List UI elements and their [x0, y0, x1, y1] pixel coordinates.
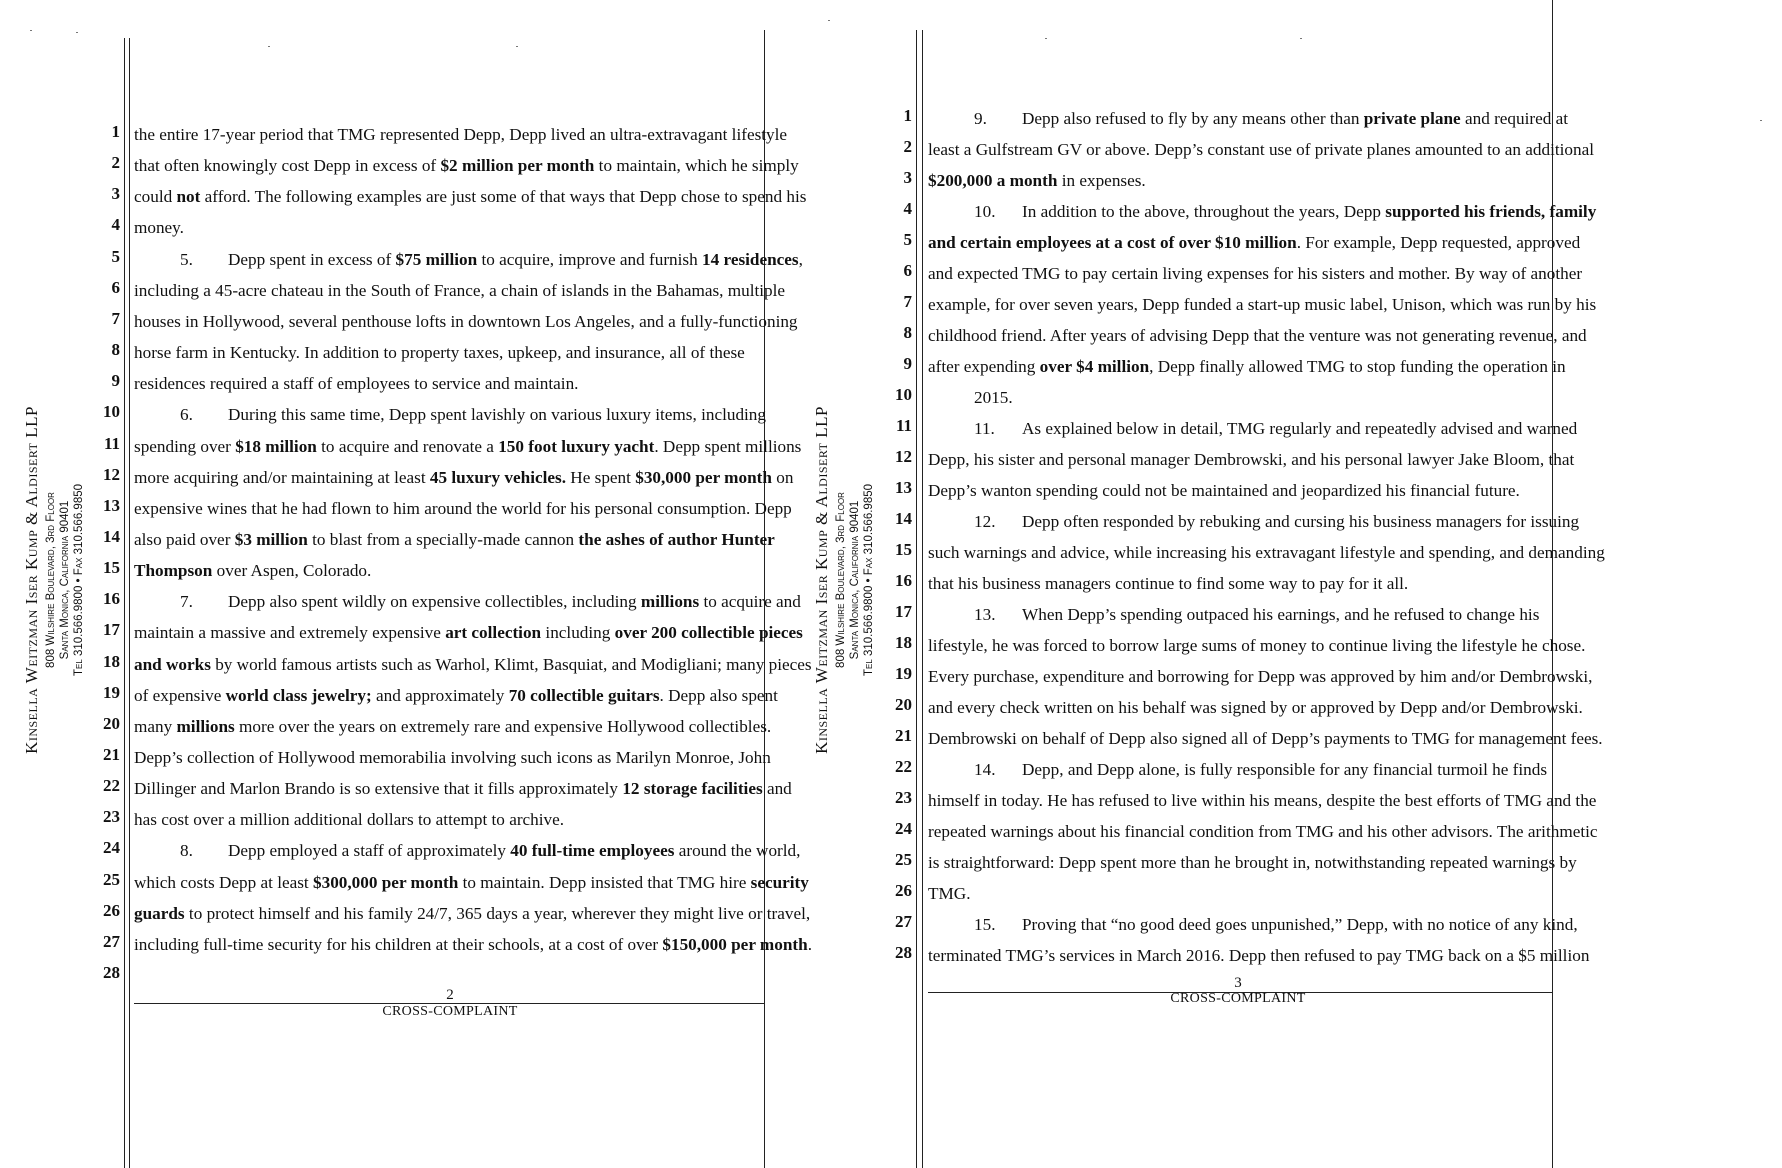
- emphasized-text: $300,000 per month: [313, 872, 459, 892]
- text-line: [928, 604, 1539, 626]
- text-segment: TMG.: [928, 884, 971, 903]
- text-line: [134, 373, 578, 395]
- emphasized-text: art collection: [445, 623, 542, 643]
- text-line: [928, 325, 1587, 347]
- text-line: [928, 635, 1585, 657]
- emphasized-text: 12 storage facilities: [622, 779, 763, 799]
- text-segment: . Depp spent millions: [654, 436, 802, 456]
- text-segment: Depp’s collection of Hollywood memorabilia involving such icons as Marilyn Monroe, John: [134, 748, 771, 767]
- line-number: 12: [895, 447, 912, 466]
- line-number: 6: [111, 277, 120, 297]
- text-segment: Depp’s wanton spending could not be maintained and jeopardized his financial future.: [928, 481, 1520, 500]
- emphasized-text: $3 million: [234, 529, 308, 549]
- emphasized-text: millions: [640, 592, 700, 612]
- text-segment: to acquire, improve and furnish: [477, 249, 703, 269]
- line-number: 7: [111, 308, 120, 328]
- page-number: 2: [446, 987, 454, 1003]
- line-number: 4: [111, 215, 120, 235]
- line-number: 9: [903, 354, 912, 373]
- line-number: 1: [903, 106, 912, 125]
- text-line: [928, 542, 1605, 564]
- text-line: [134, 404, 766, 426]
- footer-title: CROSS-COMPLAINT: [382, 1004, 518, 1019]
- text-line: [134, 186, 806, 208]
- text-segment: repeated warnings about his financial condition from TMG and his other advisors. The arithmetic: [928, 822, 1598, 841]
- text-segment: houses in Hollywood, several penthouse lofts in downtown Los Angeles, and a fully-functioning: [134, 311, 798, 331]
- line-number: 17: [103, 620, 120, 640]
- line-number: 11: [103, 433, 120, 453]
- line-number: 4: [903, 199, 912, 218]
- text-line: [134, 311, 798, 333]
- text-line: [134, 560, 371, 582]
- line-number: 9: [111, 371, 120, 391]
- text-segment: and expected TMG to pay certain living expenses for his sisters and mother. By way of another: [928, 264, 1583, 283]
- text-segment: As explained below in detail, TMG regularly and repeatedly advised and warned: [1022, 419, 1578, 438]
- line-number: 15: [895, 540, 912, 559]
- line-number: 15: [103, 558, 120, 578]
- text-line: [928, 790, 1596, 812]
- text-segment: on: [771, 467, 794, 487]
- text-line: [928, 945, 1589, 967]
- text-segment: ,: [798, 249, 803, 269]
- firm-name: Kinsella Weitzman Iser Kump & Aldisert LLP: [22, 406, 41, 754]
- line-number: 3: [111, 184, 120, 204]
- text-line: [928, 449, 1574, 471]
- line-number: 21: [103, 745, 120, 764]
- text-line: [928, 914, 1578, 936]
- line-number: 13: [895, 478, 912, 497]
- text-segment: Depp, and Depp alone, is fully responsible for any financial turmoil he finds: [1022, 760, 1548, 779]
- emphasized-text: $30,000 per month: [635, 467, 772, 487]
- text-segment: and: [762, 779, 792, 799]
- paragraph-number: 5.: [180, 249, 193, 269]
- emphasized-text: over 200 collectible pieces: [614, 623, 803, 643]
- firm-address-1: 808 Wilshire Boulevard, 3rd Floor: [835, 492, 847, 668]
- paragraph-number: 2015.: [974, 388, 1013, 407]
- line-number: 25: [895, 850, 912, 869]
- firm-address-2: Santa Monica, California 90401: [59, 500, 71, 660]
- paragraph-number: 15.: [974, 915, 996, 934]
- line-number: 19: [895, 664, 912, 683]
- line-number: 22: [895, 757, 912, 776]
- margin-rule: [922, 30, 923, 1168]
- text-segment: could: [134, 187, 177, 207]
- firm-address-2: Santa Monica, California 90401: [849, 500, 861, 660]
- paragraph-number: 13.: [974, 605, 996, 624]
- text-segment: money.: [134, 218, 184, 238]
- text-segment: Depp also refused to fly by any means other than: [1022, 109, 1364, 128]
- text-segment: .: [807, 934, 812, 954]
- text-segment: residences required a staff of employees to service and maintain.: [134, 374, 579, 394]
- text-segment: of expensive: [134, 685, 226, 705]
- line-number: 22: [103, 776, 120, 796]
- text-line: [928, 728, 1603, 750]
- paragraph-number: 14.: [974, 760, 996, 779]
- emphasized-text: supported his friends, family: [1385, 202, 1597, 221]
- paragraph-number: 9.: [974, 109, 987, 128]
- text-segment: , Depp finally allowed TMG to stop funding the operation in: [1149, 357, 1566, 376]
- text-line: [928, 573, 1408, 595]
- text-line: [134, 529, 775, 551]
- text-line: [134, 217, 184, 239]
- footer-title: CROSS-COMPLAINT: [1170, 991, 1306, 1006]
- line-number: 24: [895, 819, 912, 838]
- text-line: [928, 511, 1579, 533]
- text-segment: by world famous artists such as Warhol, Klimt, Basquiat, and Modigliani; many pieces: [210, 654, 812, 674]
- line-number: 16: [895, 571, 912, 590]
- line-number: 2: [111, 153, 120, 173]
- text-line: [928, 759, 1547, 781]
- text-segment: in expenses.: [1057, 171, 1146, 190]
- line-number: 3: [903, 168, 912, 187]
- line-number: 27: [103, 931, 120, 951]
- emphasized-text: $2 million per month: [440, 156, 595, 176]
- text-segment: and required at: [1460, 109, 1569, 128]
- margin-rule: [1552, 0, 1553, 1168]
- text-segment: . For example, Depp requested, approved: [1296, 233, 1581, 252]
- line-number: 1: [111, 122, 120, 141]
- firm-address-1: 808 Wilshire Boulevard, 3rd Floor: [45, 492, 57, 668]
- text-line: [134, 622, 803, 644]
- text-segment: has cost over a million additional dollars to attempt to archive.: [134, 810, 565, 830]
- text-segment: least a Gulfstream GV or above. Depp’s constant use of private planes amounted to an additional: [928, 140, 1594, 159]
- line-number: 24: [103, 838, 120, 858]
- line-number: 8: [903, 323, 912, 342]
- emphasized-text: 70 collectible guitars: [508, 685, 660, 705]
- line-number: 21: [895, 726, 912, 745]
- text-line: [928, 263, 1582, 285]
- line-number: 5: [111, 246, 120, 266]
- margin-rule: [124, 38, 125, 1168]
- paragraph-number: 10.: [974, 202, 996, 221]
- text-segment: Depp spent in excess of: [228, 249, 396, 269]
- line-number: 18: [103, 651, 120, 671]
- emphasized-text: 150 foot luxury yacht: [498, 436, 655, 456]
- paragraph-number: 8.: [180, 841, 193, 861]
- margin-rule: [916, 30, 917, 1168]
- firm-sidebar: [794, 395, 894, 765]
- paragraph-number: 11.: [974, 419, 995, 438]
- text-segment: Depp employed a staff of approximately: [228, 841, 511, 861]
- text-segment: He spent: [566, 467, 636, 487]
- text-segment: the entire 17-year period that TMG represented Depp, Depp lived an ultra-extravagant lifestyle: [134, 125, 788, 144]
- text-line: [134, 778, 792, 800]
- line-number: 26: [895, 881, 912, 900]
- line-number: 14: [103, 526, 120, 546]
- emphasized-text: world class jewelry;: [225, 685, 372, 705]
- text-segment: expensive wines that he had flown to him around the world for his personal consumption. Depp: [134, 498, 792, 518]
- emphasized-text: 45 luxury vehicles.: [429, 467, 566, 487]
- text-line: [134, 467, 793, 489]
- text-segment: example, for over seven years, Depp funded a start-up music label, Unison, which was run by his: [928, 295, 1597, 314]
- text-line: [928, 852, 1577, 874]
- text-segment: including a 45-acre chateau in the South of France, a chain of islands in the Bahamas, multiple: [134, 280, 786, 300]
- emphasized-text: $75 million: [395, 249, 478, 269]
- firm-name: Kinsella Weitzman Iser Kump & Aldisert LLP: [812, 406, 831, 754]
- text-segment: to protect himself and his family 24/7, 365 days a year, wherever they might live or travel,: [184, 903, 811, 923]
- text-segment: more acquiring and/or maintaining at least: [134, 467, 430, 487]
- text-segment: . Depp also spent: [659, 685, 778, 705]
- text-segment: Proving that “no good deed goes unpunished,” Depp, with no notice of any kind,: [1022, 915, 1578, 934]
- text-segment: is straightforward: Depp spent more than he brought in, notwithstanding repeated warnings by: [928, 853, 1577, 872]
- emphasized-text: 14 residences: [702, 249, 799, 269]
- text-line: [134, 654, 812, 676]
- text-segment: spending over: [134, 436, 236, 456]
- line-number: 2: [903, 137, 912, 156]
- text-segment: Every purchase, expenditure and borrowing for Depp was approved by him and/or Dembrowski,: [928, 667, 1593, 686]
- text-segment: childhood friend. After years of advising Depp that the venture was not generating revenue, and: [928, 326, 1587, 345]
- text-segment: Depp, his sister and personal manager Dembrowski, and his personal lawyer Jake Bloom, that: [928, 450, 1575, 469]
- text-line: [928, 294, 1596, 316]
- text-segment: over Aspen, Colorado.: [212, 561, 372, 581]
- text-line: [928, 821, 1598, 843]
- text-line: [928, 201, 1596, 223]
- text-line: [134, 124, 787, 146]
- text-segment: that often knowingly cost Depp in excess of: [134, 156, 441, 176]
- text-segment: also paid over: [134, 529, 235, 549]
- text-segment: Depp also spent wildly on expensive collectibles, including: [228, 592, 641, 612]
- text-line: [928, 387, 1022, 409]
- line-number: 12: [103, 464, 120, 484]
- line-number: 5: [903, 230, 912, 249]
- text-line: [928, 697, 1583, 719]
- text-segment: horse farm in Kentucky. In addition to property taxes, upkeep, and insurance, all of these: [134, 343, 745, 363]
- text-segment: and every check written on his behalf was signed by or approved by Depp and/or Dembrowski.: [928, 698, 1583, 717]
- text-line: [134, 716, 771, 738]
- margin-rule: [129, 38, 130, 1168]
- line-number: 20: [895, 695, 912, 714]
- emphasized-text: security: [750, 872, 809, 892]
- text-segment: During this same time, Depp spent lavishly on various luxury items, including: [228, 405, 766, 425]
- text-line: [134, 249, 803, 271]
- text-line: [134, 155, 799, 177]
- line-number: 17: [895, 602, 912, 621]
- text-line: [928, 232, 1580, 254]
- emphasized-text: over $4 million: [1039, 357, 1150, 376]
- emphasized-text: not: [176, 187, 201, 207]
- line-number: 18: [895, 633, 912, 652]
- line-number: 19: [103, 682, 120, 702]
- paragraph-number: 6.: [180, 405, 193, 425]
- emphasized-text: $200,000 a month: [928, 171, 1058, 190]
- text-segment: to maintain, which he simply: [594, 156, 799, 176]
- line-number: 13: [103, 495, 120, 515]
- text-line: [928, 139, 1594, 161]
- text-segment: Dembrowski on behalf of Depp also signed all of Depp’s payments to TMG for management fees.: [928, 729, 1603, 748]
- line-number: 26: [103, 900, 120, 920]
- line-number: 23: [895, 788, 912, 807]
- line-number: 6: [903, 261, 912, 280]
- emphasized-text: and works: [134, 654, 211, 674]
- text-segment: afford. The following examples are just some of that ways that Depp chose to spend his: [200, 187, 807, 207]
- line-number: 8: [111, 340, 120, 360]
- emphasized-text: 40 full-time employees: [510, 841, 675, 861]
- text-line: [134, 685, 778, 707]
- text-segment: to maintain. Depp insisted that TMG hire: [458, 872, 751, 892]
- line-number: 11: [895, 416, 912, 435]
- text-line: [134, 809, 564, 831]
- line-number: 28: [103, 963, 120, 983]
- text-line: [928, 883, 971, 905]
- text-segment: to blast from a specially-made cannon: [307, 529, 579, 549]
- emphasized-text: guards: [134, 903, 185, 923]
- emphasized-text: $18 million: [235, 436, 317, 456]
- text-segment: lifestyle, he was forced to borrow large sums of money to continue living the lifestyle he chose.: [928, 636, 1586, 655]
- text-line: [134, 934, 812, 956]
- line-number: 16: [103, 589, 120, 609]
- text-segment: to acquire and: [699, 592, 801, 612]
- text-segment: that his business managers continue to find some way to pay for it all.: [928, 574, 1409, 593]
- text-line: [928, 170, 1146, 192]
- text-segment: When Depp’s spending outpaced his earnings, and he refused to change his: [1022, 605, 1540, 624]
- text-segment: after expending: [928, 357, 1040, 376]
- line-number: 20: [103, 713, 120, 733]
- text-line: [134, 591, 801, 613]
- text-segment: Depp often responded by rebuking and cursing his business managers for issuing: [1022, 512, 1580, 531]
- text-line: [134, 903, 810, 925]
- text-segment: maintain a massive and extremely expensive: [134, 623, 446, 643]
- text-segment: many: [134, 716, 177, 736]
- line-number: 14: [895, 509, 912, 528]
- emphasized-text: Thompson: [134, 561, 213, 581]
- firm-address-3: Tel 310.566.9800 • Fax 310.566.9850: [863, 483, 875, 677]
- emphasized-text: the ashes of author Hunter: [578, 529, 775, 549]
- left-page: [0, 0, 880, 1168]
- text-line: [928, 356, 1566, 378]
- text-segment: Dillinger and Marlon Brando is so extensive that it fills approximately: [134, 779, 623, 799]
- text-segment: In addition to the above, throughout the years, Depp: [1022, 202, 1386, 221]
- line-number: 10: [895, 385, 912, 404]
- text-segment: including: [541, 623, 615, 643]
- emphasized-text: and certain employees at a cost of over $10 million: [928, 233, 1297, 252]
- text-segment: terminated TMG’s services in March 2016. Depp then refused to pay TMG back on a $5 million: [928, 946, 1590, 965]
- text-segment: more over the years on extremely rare and expensive Hollywood collectibles.: [234, 716, 772, 736]
- text-line: [134, 280, 785, 302]
- text-line: [928, 666, 1592, 688]
- paragraph-number: 7.: [180, 592, 193, 612]
- text-segment: including full-time security for his children at their schools, at a cost of over: [134, 934, 663, 954]
- text-segment: such warnings and advice, while increasing his extravagant lifestyle and spending, and demanding: [928, 543, 1605, 562]
- text-line: [134, 342, 745, 364]
- text-line: [134, 747, 771, 769]
- paragraph-number: 12.: [974, 512, 996, 531]
- line-number: 7: [903, 292, 912, 311]
- emphasized-text: millions: [176, 716, 235, 736]
- text-line: [134, 436, 801, 458]
- emphasized-text: private plane: [1363, 109, 1461, 128]
- line-number: 10: [103, 402, 120, 422]
- line-number: 23: [103, 807, 120, 827]
- text-line: [928, 480, 1520, 502]
- page-number: 3: [1234, 975, 1242, 991]
- text-segment: to acquire and renovate a: [316, 436, 499, 456]
- right-page: [812, 0, 1782, 1168]
- text-segment: around the world,: [674, 841, 801, 861]
- line-number: 27: [895, 912, 912, 931]
- text-line: [134, 498, 792, 520]
- emphasized-text: $150,000 per month: [662, 934, 808, 954]
- text-segment: and approximately: [371, 685, 509, 705]
- text-segment: which costs Depp at least: [134, 872, 313, 892]
- text-line: [134, 872, 809, 894]
- text-line: [928, 108, 1568, 130]
- firm-address-3: Tel 310.566.9800 • Fax 310.566.9850: [73, 483, 85, 677]
- firm-sidebar: [4, 395, 104, 765]
- text-line: [928, 418, 1577, 440]
- text-segment: himself in today. He has refused to live within his means, despite the best efforts of TMG and the: [928, 791, 1597, 810]
- text-line: [134, 840, 800, 862]
- line-number: 28: [895, 943, 912, 962]
- line-number: 25: [103, 869, 120, 889]
